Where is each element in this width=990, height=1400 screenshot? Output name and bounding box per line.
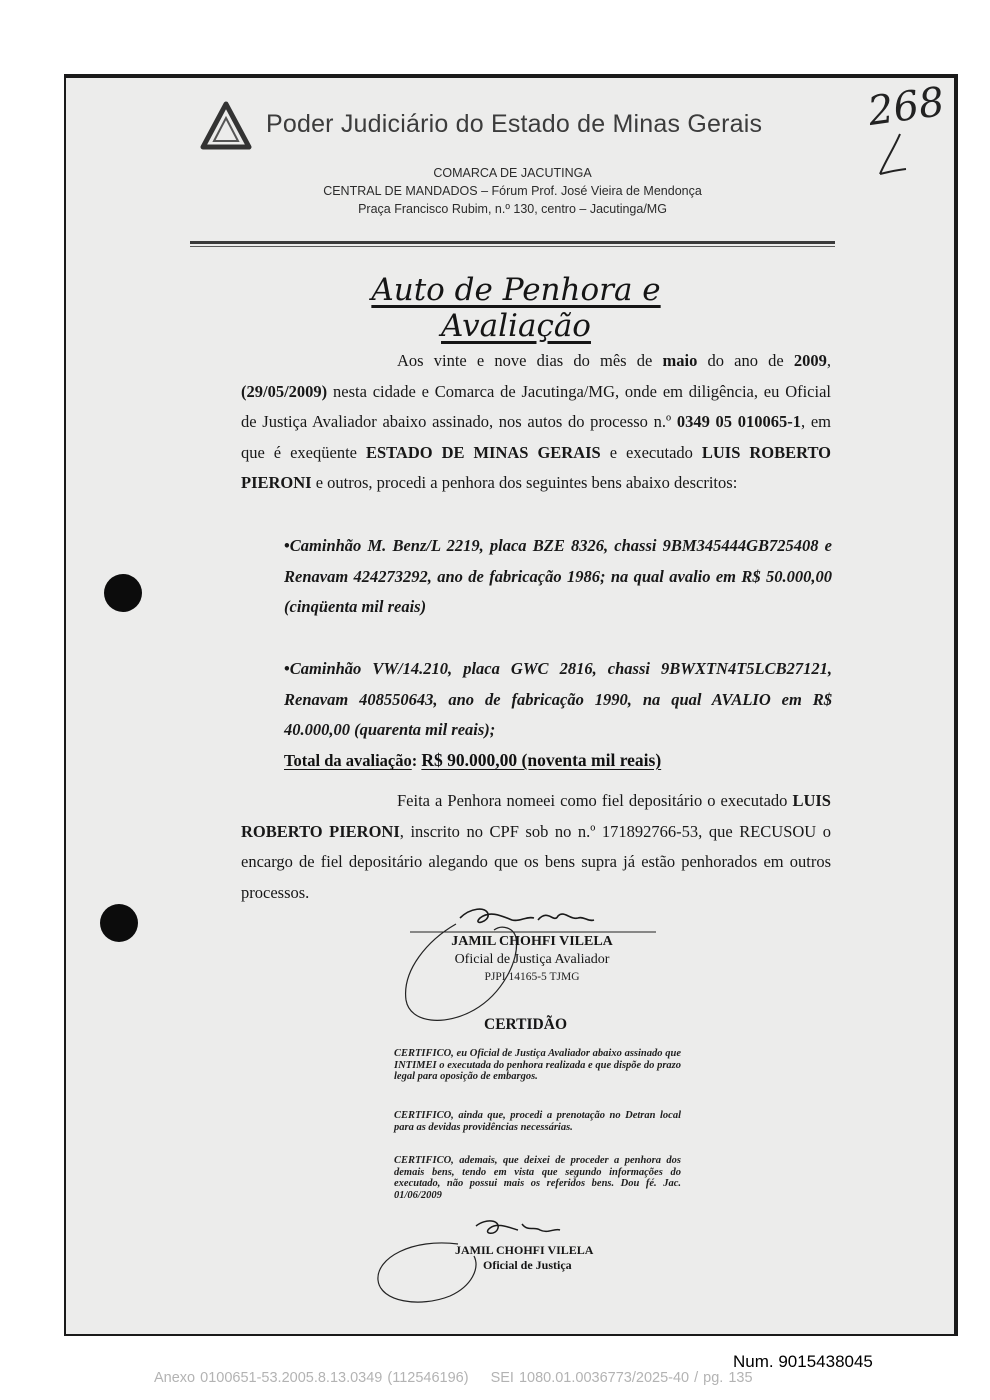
seized-item-2: •Caminhão VW/14.210, placa GWC 2816, chassi 9BWXTN4T5LCB27121, Renavam 408550643, ano de fabricação 1990, na qual AVALIO em R$ 40.000,00 (quarenta mil reais); xyxy=(284,659,832,739)
central-line: CENTRAL DE MANDADOS – Fórum Prof. José Vieira de Mendonça xyxy=(323,184,702,198)
address-line: Praça Francisco Rubim, n.º 130, centro – Jacutinga/MG xyxy=(358,202,667,216)
intro-paragraph: Aos vinte e nove dias do mês de maio do ano de 2009, (29/05/2009) nesta cidade e Comarca de Jacutinga/MG, onde em diligência, eu Oficial de Justiça Avaliador abaixo assinado, nos autos do processo n.º 0349 05 010065-1, em que é exeqüente ESTADO DE MINAS GERAIS e executado LUIS ROBERTO PIERONI e outros, procedi a penhora dos seguintes bens abaixo descritos: xyxy=(241,351,832,492)
document-title: Auto de Penhora e Avaliação xyxy=(371,272,661,344)
total-valuation: Total da avaliação: R$ 90.000,00 (noventa mil reais) xyxy=(284,750,662,770)
certidao-paragraph-2: CERTIFICO, ainda que, procedi a prenotação no Detran local para as devidas providências necessárias. xyxy=(394,1110,681,1133)
handwritten-page-number: 268 xyxy=(865,78,948,136)
organization-title: Poder Judiciário do Estado de Minas Gerais xyxy=(266,110,763,138)
signer-registration: PJPI 14165-5 TJMG xyxy=(484,971,580,983)
header-rule xyxy=(190,241,835,244)
certidao-paragraph-1: CERTIFICO, eu Oficial de Justiça Avaliador abaixo assinado que INTIMEI o executada do penhora realizada e que dispõe do prazo legal para oposição de embargos. xyxy=(394,1048,681,1083)
signer-2-role: Oficial de Justiça xyxy=(483,1258,572,1272)
comarca-line: COMARCA DE JACUTINGA xyxy=(433,166,592,180)
footer-reference xyxy=(154,1370,753,1386)
signer-role: Oficial de Justiça Avaliador xyxy=(454,952,610,967)
header-rule-thin xyxy=(190,246,835,247)
certidao-title: CERTIDÃO xyxy=(484,1016,567,1033)
custody-paragraph: Feita a Penhora nomeei como fiel depositário o executado LUIS ROBERTO PIERONI, inscrito no CPF sob no n.º 171892766-53, que RECUSOU o encargo de fiel depositário alegando que os bens supra já estão penhorados em outros processos. xyxy=(241,791,831,902)
seized-item-1: •Caminhão M. Benz/L 2219, placa BZE 8326, chassi 9BM345444GB725408 e Renavam 424273292, ano de fabricação 1986; na qual avalio em R$ 50.000,00 (cinqüenta mil reais) xyxy=(284,536,832,616)
signer-2-name: JAMIL CHOHFI VILELA xyxy=(455,1243,594,1257)
signer-name: JAMIL CHOHFI VILELA xyxy=(451,934,613,949)
punch-hole-top xyxy=(104,574,142,612)
punch-hole-bottom xyxy=(100,904,138,942)
triangle-logo-icon xyxy=(200,101,252,151)
certidao-paragraph-3: CERTIFICO, ademais, que deixei de proceder a penhora dos demais bens, tendo em vista que segundo informações do executado, não possui mais os referidos bens. Dou fé. Jac. 01/06/2009 xyxy=(394,1155,681,1201)
handwritten-mark-icon xyxy=(872,130,912,180)
document-number: Num. 9015438045 xyxy=(733,1352,873,1371)
sei-reference: SEI 1080.01.0036773/2025-40 / pg. 135 xyxy=(490,1370,753,1386)
annex-reference: Anexo 0100651-53.2005.8.13.0349 (112546196) xyxy=(154,1370,469,1386)
